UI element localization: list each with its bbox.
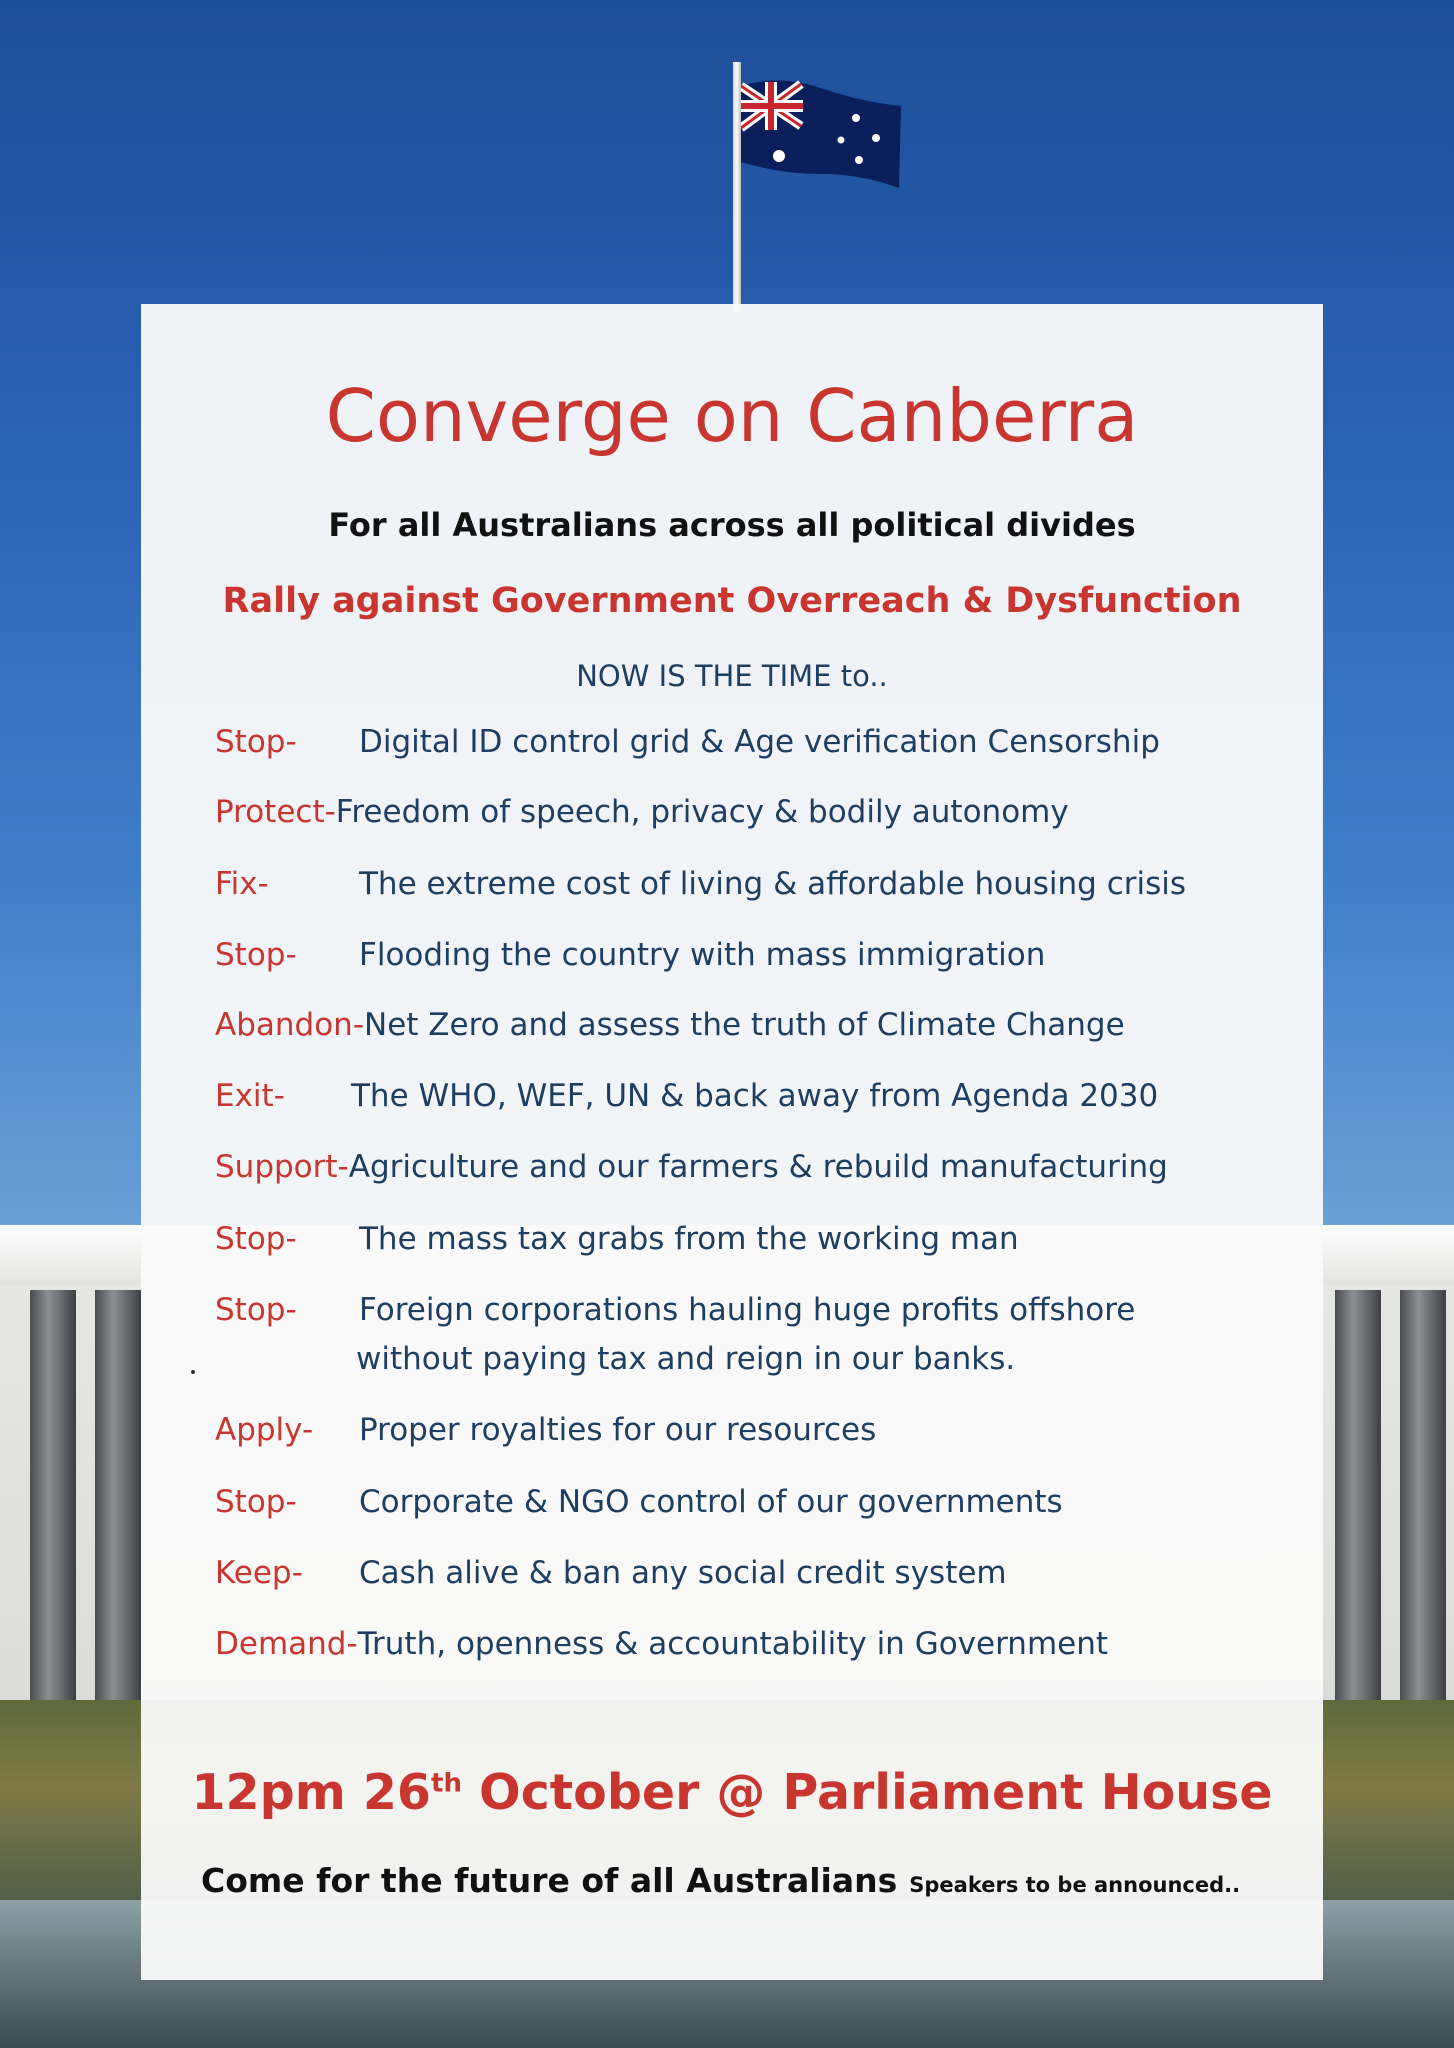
item-verb: Support-: [215, 1149, 349, 1185]
list-item: [215, 1292, 1135, 1328]
item-text: Freedom of speech, privacy & bodily autonomy: [335, 794, 1069, 830]
item-verb: Stop-: [215, 1221, 297, 1257]
event-ordinal: th: [431, 1768, 462, 1799]
event-place: October @ Parliament House: [479, 1764, 1273, 1821]
item-verb: Demand-: [215, 1626, 358, 1662]
item-verb: Stop-: [215, 724, 297, 760]
list-item: [215, 866, 1186, 902]
item-verb: Stop-: [215, 1292, 297, 1328]
pillar: [30, 1290, 76, 1770]
list-item: [215, 1626, 1108, 1662]
list-item: [215, 1412, 876, 1448]
footer-small: Speakers to be announced..: [909, 1873, 1241, 1897]
flagpole: [733, 62, 741, 312]
item-text-continued: without paying tax and reign in our banks.: [356, 1341, 1016, 1377]
call-to-action: NOW IS THE TIME to..: [576, 659, 888, 693]
item-verb: Abandon-: [215, 1007, 365, 1043]
pillar: [95, 1290, 141, 1770]
item-text: Cash alive & ban any social credit system: [359, 1555, 1007, 1591]
subtitle: For all Australians across all political divides: [328, 506, 1136, 544]
item-verb: Fix-: [215, 866, 269, 902]
rally-line: Rally against Government Overreach & Dysfunction: [222, 581, 1242, 621]
list-item: [215, 794, 1069, 830]
stray-dot: [191, 1370, 195, 1374]
poster-panel: [141, 304, 1323, 1980]
poster-title: Converge on Canberra: [325, 374, 1139, 458]
item-text: Agriculture and our farmers & rebuild manufacturing: [348, 1149, 1168, 1185]
item-verb: Keep-: [215, 1555, 303, 1591]
list-item: [215, 1078, 1158, 1114]
item-verb: Apply-: [215, 1412, 314, 1448]
item-verb: Stop-: [215, 1484, 297, 1520]
item-verb: Exit-: [215, 1078, 285, 1114]
pillar: [1335, 1290, 1381, 1770]
list-item: [215, 1555, 1007, 1591]
list-item: [215, 1484, 1063, 1520]
item-text: The WHO, WEF, UN & back away from Agenda 2030: [351, 1078, 1159, 1114]
item-verb: Protect-: [215, 794, 336, 830]
item-text: Corporate & NGO control of our governments: [359, 1484, 1063, 1520]
footer: [201, 1861, 1240, 1900]
item-text: Foreign corporations hauling huge profits offshore: [359, 1292, 1136, 1328]
item-text: The extreme cost of living & affordable housing crisis: [359, 866, 1187, 902]
pillar: [1400, 1290, 1446, 1770]
item-text: Flooding the country with mass immigration: [359, 937, 1046, 973]
list-item: [215, 937, 1045, 973]
list-item: [215, 724, 1160, 760]
item-text: Proper royalties for our resources: [359, 1412, 877, 1448]
item-text: Digital ID control grid & Age verification Censorship: [359, 724, 1160, 760]
item-verb: Stop-: [215, 937, 297, 973]
item-text: Net Zero and assess the truth of Climate Change: [364, 1007, 1125, 1043]
event-time: 12pm 26: [191, 1764, 432, 1821]
list-item: [215, 1149, 1168, 1185]
event-details: [141, 1764, 1323, 1821]
item-text: The mass tax grabs from the working man: [359, 1221, 1019, 1257]
list-item: [215, 1007, 1125, 1043]
list-item: [215, 1221, 1019, 1257]
footer-main: Come for the future of all Australians: [201, 1861, 898, 1900]
australian-flag-icon: [741, 78, 901, 188]
item-text: Truth, openness & accountability in Government: [357, 1626, 1109, 1662]
